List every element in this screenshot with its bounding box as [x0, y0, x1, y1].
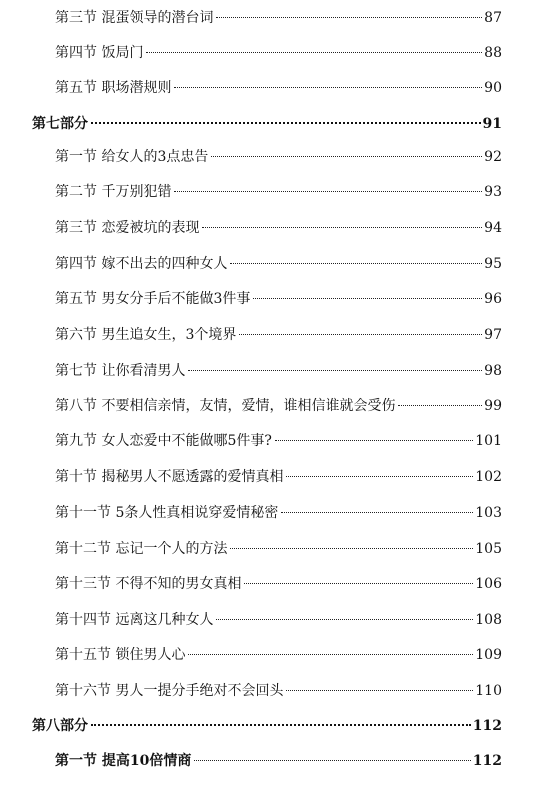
toc-part-page: 112: [472, 718, 502, 734]
toc-entry-title: 第六节 男生追女生，3个境界: [55, 327, 237, 343]
dot-leader: [211, 156, 482, 157]
toc-entry-page: 102: [475, 469, 502, 485]
dot-leader: [281, 512, 473, 513]
toc-entry-title: 第十节 揭秘男人不愿透露的爱情真相: [55, 469, 284, 485]
toc-entry-page: 98: [484, 363, 502, 379]
dot-leader: [216, 17, 482, 18]
toc-entry-page: 112: [472, 753, 502, 769]
toc-entry[interactable]: [55, 645, 502, 665]
dot-leader: [174, 191, 482, 192]
toc-entry-title: 第五节 男女分手后不能做3件事: [55, 291, 251, 307]
dot-leader: [230, 263, 482, 264]
toc-entry[interactable]: [55, 254, 502, 274]
toc-entry-page: 103: [475, 505, 502, 521]
toc-part-heading[interactable]: [32, 716, 502, 736]
toc-entry-page: 92: [484, 149, 502, 165]
toc-entry-page: 110: [475, 683, 502, 699]
dot-leader: [216, 619, 473, 620]
toc-entry[interactable]: [55, 467, 502, 487]
toc-entry-page: 95: [484, 256, 502, 272]
toc-entry-page: 96: [484, 291, 502, 307]
toc-entry-title: 第四节 嫁不出去的四种女人: [55, 256, 228, 272]
toc-entry-title: 第五节 职场潜规则: [55, 80, 172, 96]
toc-entry-title: 第十三节 不得不知的男女真相: [55, 576, 242, 592]
toc-entry-page: 88: [484, 45, 502, 61]
toc-entry[interactable]: [55, 8, 502, 28]
toc-entry[interactable]: [55, 147, 502, 167]
dot-leader: [398, 405, 482, 406]
toc-entry[interactable]: [55, 503, 502, 523]
dot-leader: [174, 87, 482, 88]
toc-part-title: 第七部分: [32, 116, 88, 132]
dot-leader: [230, 548, 473, 549]
toc-entry-page: 105: [475, 541, 502, 557]
dot-leader: [275, 440, 473, 441]
dot-leader: [253, 298, 482, 299]
toc-entry-title: 第一节 给女人的3点忠告: [55, 149, 209, 165]
toc-entry-title: 第九节 女人恋爱中不能做哪5件事?: [55, 433, 272, 449]
toc-entry-title: 第三节 恋爱被坑的表现: [55, 220, 200, 236]
dot-leader: [146, 52, 482, 53]
dot-leader: [239, 334, 482, 335]
toc-entry-title: 第十二节 忘记一个人的方法: [55, 541, 228, 557]
toc-entry-title: 第三节 混蛋领导的潜台词: [55, 10, 214, 26]
toc-entry[interactable]: [55, 325, 502, 345]
toc-entry-page: 97: [484, 327, 502, 343]
toc-part-page: 91: [482, 116, 502, 132]
toc-entry[interactable]: [55, 43, 502, 63]
toc-entry-title: 第七节 让你看清男人: [55, 363, 186, 379]
toc-entry[interactable]: [55, 182, 502, 202]
toc-entry-title: 第一节 提高10倍情商: [55, 753, 192, 769]
toc-entry-page: 87: [484, 10, 502, 26]
toc-entry-page: 93: [484, 184, 502, 200]
toc-entry-title: 第十一节 5条人性真相说穿爱情秘密: [55, 505, 279, 521]
dot-leader: [188, 370, 482, 371]
dot-leader: [91, 122, 481, 124]
dot-leader: [244, 583, 473, 584]
toc-entry-title: 第十六节 男人一提分手绝对不会回头: [55, 683, 284, 699]
toc-entry-page: 106: [475, 576, 502, 592]
dot-leader: [286, 690, 473, 691]
toc-entry[interactable]: [55, 574, 502, 594]
dot-leader: [202, 227, 482, 228]
toc-entry[interactable]: [55, 396, 502, 416]
toc-entry-page: 99: [484, 398, 502, 414]
toc-entry[interactable]: [55, 539, 502, 559]
toc-entry-title: 第十五节 锁住男人心: [55, 647, 186, 663]
dot-leader: [194, 760, 470, 761]
dot-leader: [91, 724, 471, 726]
toc-entry-page: 90: [484, 80, 502, 96]
toc-entry[interactable]: [55, 431, 502, 451]
toc-entry[interactable]: [55, 681, 502, 701]
toc-entry-title: 第四节 饭局门: [55, 45, 144, 61]
toc-entry-page: 109: [475, 647, 502, 663]
toc-entry[interactable]: [55, 218, 502, 238]
toc-entry-page: 101: [475, 433, 502, 449]
toc-entry-page: 108: [475, 612, 502, 628]
toc-part-title: 第八部分: [32, 718, 88, 734]
toc-entry-page: 94: [484, 220, 502, 236]
toc-entry[interactable]: [55, 361, 502, 381]
toc-entry-title: 第二节 千万别犯错: [55, 184, 172, 200]
toc-entry[interactable]: [55, 289, 502, 309]
toc-entry[interactable]: [55, 78, 502, 98]
dot-leader: [286, 476, 473, 477]
toc-entry[interactable]: [55, 610, 502, 630]
toc-entry-title: 第十四节 远离这几种女人: [55, 612, 214, 628]
toc-part-heading[interactable]: [32, 114, 502, 134]
toc-entry[interactable]: [55, 751, 502, 771]
toc-entry-title: 第八节 不要相信亲情，友情，爱情，谁相信谁就会受伤: [55, 398, 396, 414]
dot-leader: [188, 654, 473, 655]
